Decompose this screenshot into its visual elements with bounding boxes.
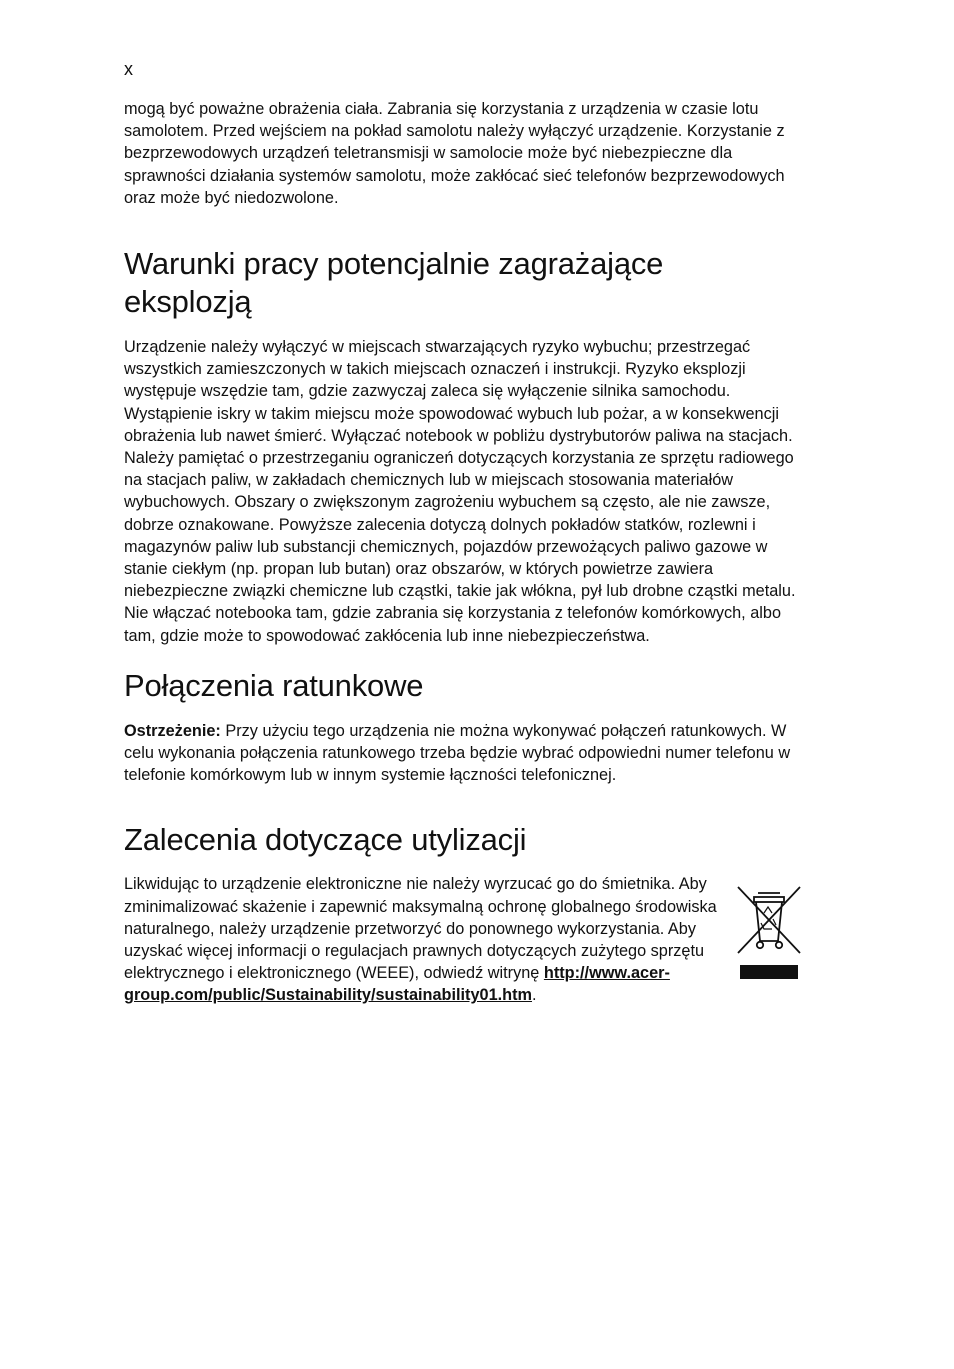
emergency-paragraph (124, 720, 814, 787)
emergency-text: Przy użyciu tego urządzenia nie można wykonywać połączeń ratunkowych. W celu wykonania połączenia ratunkowego trzeba będzie wybrać odpowiedni numer telefonu w telefonie komórkowym lub w innym systemie łączności telefonicznej. (124, 721, 791, 785)
disposal-paragraph (124, 873, 724, 1006)
explosive-paragraph: Urządzenie należy wyłączyć w miejscach stwarzających ryzyko wybuchu; przestrzegać wszystkich zamieszczonych w takich miejscach oznaczeń i instrukcji. Ryzyko eksplozji występuje wszędzie tam, gdzie zazwyczaj zaleca się wyłączenie silnika samochodu. Wystąpienie iskry w takim miejscu może spowodować wybuch lub pożar, a w konsekwencji obrażenia lub nawet śmierć. Wyłączać notebook w pobliżu dystrybutorów paliwa na stacjach. Należy pamiętać o przestrzeganiu ograniczeń dotyczących korzystania ze sprzętu radiowego na stacjach paliw, w zakładach chemicznych lub w miejscach stosowania materiałów wybuchowych. Obszary o zwiększonym zagrożeniu wybuchem są często, ale nie zawsze, dobrze oznakowane. Powyższe zalecenia dotyczą dolnych pokładów statków, rozlewni i magazynów paliw lub substancji chemicznych, pojazdów przewożących paliwo gazowe w stanie ciekłym (np. propan lub butan) oraz obszarów, w których powietrze zawiera niebezpieczne związki chemiczne lub cząstki, takie jak włókna, pył lub drobne cząstki metalu. Nie włączać notebooka tam, gdzie zabrania się korzystania z telefonów komórkowych, albo tam, gdzie może to spowodować zakłócenia lub inne niebezpieczeństwa. (124, 338, 796, 645)
heading-emergency-calls: Połączenia ratunkowe (124, 667, 424, 703)
disposal-text: Likwidując to urządzenie elektroniczne nie należy wyrzucać go do śmietnika. Aby zminimalizować skażenie i zapewnić maksymalną ochronę globalnego środowiska naturalnego, należy urządzenie przetworzyć do ponownego wykorzystania. Aby uzyskać więcej informacji o regulacjach prawnych dotyczących zużytego sprzętu elektrycznego i elektronicznego (WEEE), odwiedź witrynę (124, 875, 717, 983)
disposal-after-link: . (532, 986, 537, 1005)
heading-disposal: Zalecenia dotyczące utylizacji (124, 822, 527, 858)
heading-explosive-line1: Warunki pracy potencjalnie zagrażające (124, 246, 664, 282)
crossed-out-wheelie-bin-icon (736, 885, 802, 979)
page-number: x (124, 59, 133, 79)
sustainability-link[interactable]: http://www.acer-group.com/public/Sustainability/sustainability01.htm (124, 964, 670, 1005)
heading-explosive-atmospheres (124, 245, 814, 321)
warning-label: Ostrzeżenie: (124, 721, 221, 740)
document-body (124, 98, 814, 1007)
intro-paragraph: mogą być poważne obrażenia ciała. Zabrania się korzystania z urządzenia w czasie lotu samolotem. Przed wejściem na pokład samolotu należy wyłączyć urządzenie. Korzystanie z bezprzewodowych urządzeń teletransmisji w samolocie może być niebezpieczne dla sprawności działania systemów samolotu, może zakłócać sieć telefonów bezprzewodowych oraz może być niedozwolone. (124, 100, 785, 207)
heading-explosive-line2: eksplozją (124, 284, 252, 320)
disposal-section (124, 873, 814, 1006)
